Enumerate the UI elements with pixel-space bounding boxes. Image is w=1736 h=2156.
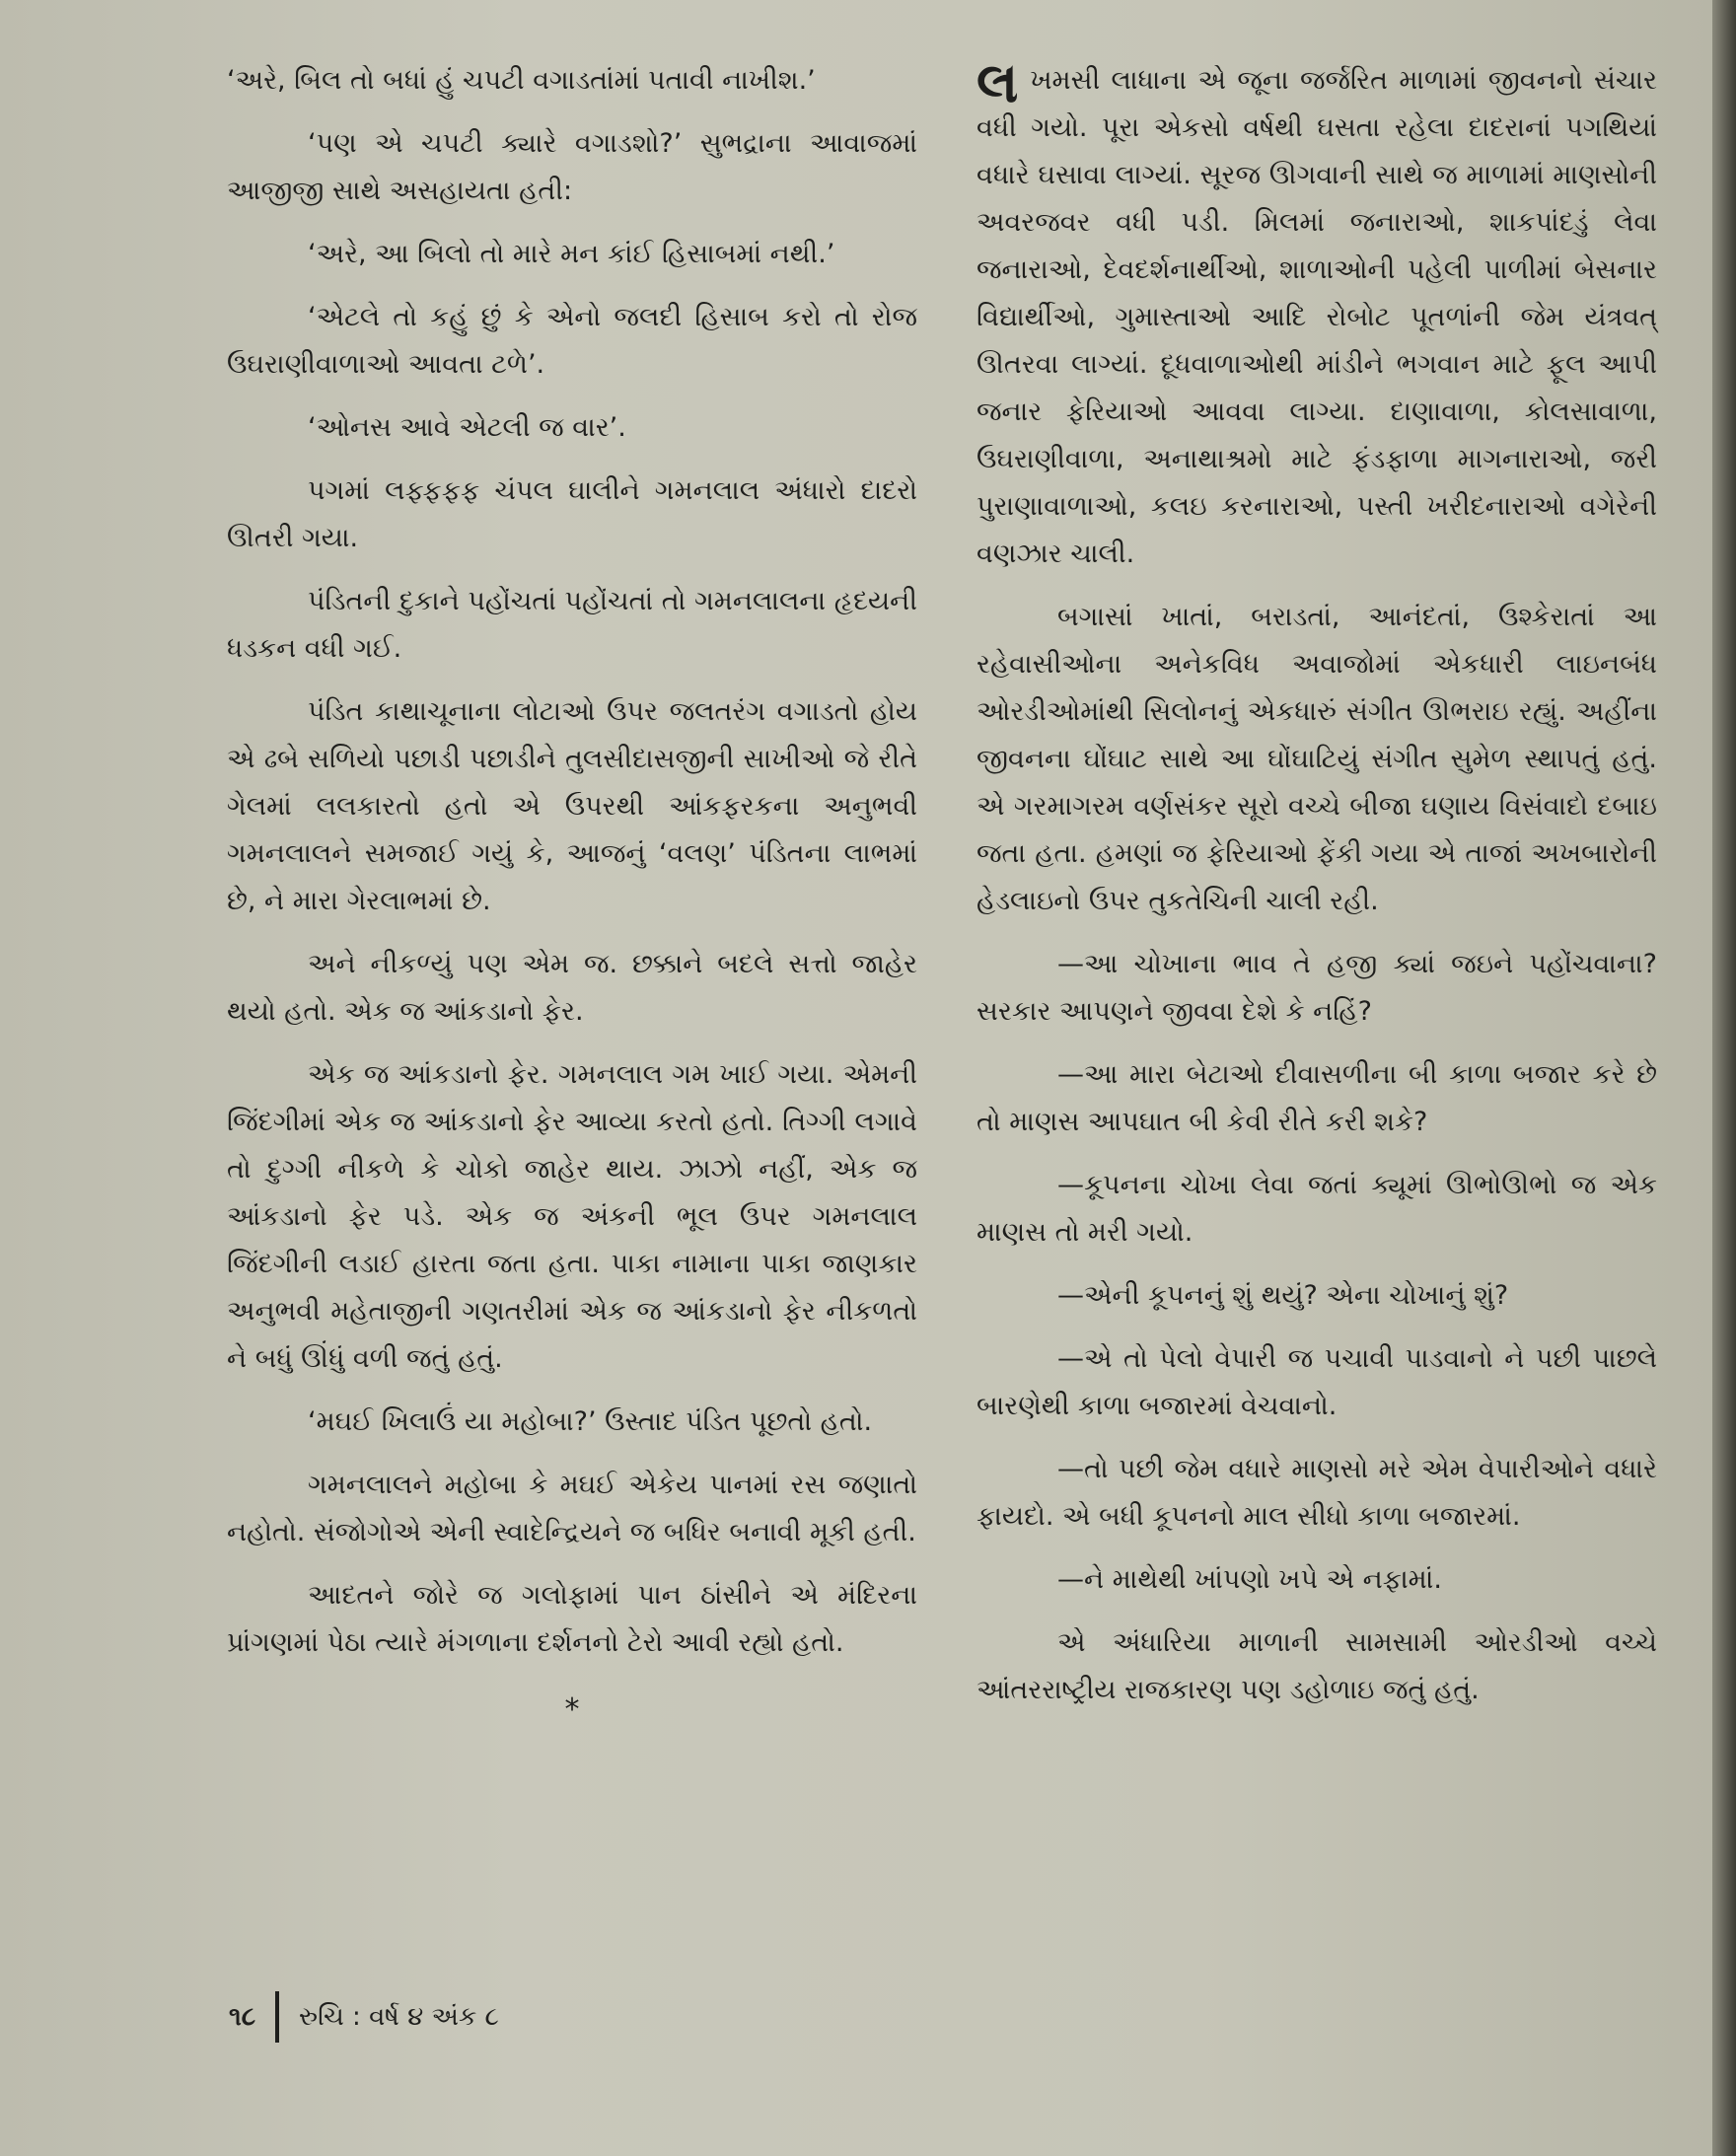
drop-cap: લ <box>976 50 1019 115</box>
paragraph: પંડિતની દુકાને પહોંચતાં પહોંચતાં તો ગમનલાલના હૃદયની ધડકન વધી ગઈ. <box>227 586 917 664</box>
section-end-mark: * <box>564 1692 580 1727</box>
footer-divider <box>275 1991 279 2043</box>
paragraph: ‘ઓનસ આવે એટલી જ વાર’. <box>308 412 626 443</box>
paragraph: ‘અરે, આ બિલો તો મારે મન કાંઈ હિસાબમાં નથી.’ <box>308 239 835 269</box>
paragraph: આદતને જોરે જ ગલોફામાં પાન ઠાંસીને એ મંદિરના પ્રાંગણમાં પેઠા ત્યારે મંગળાના દર્શનનો ટેરો આવી રહ્યો હતો. <box>227 1580 917 1658</box>
left-text-column <box>227 57 917 1734</box>
paragraph: એ અંધારિયા માળાની સામસામી ઓરડીઓ વચ્ચે આંતરરાષ્ટ્રીય રાજકારણ પણ ડહોળાઇ જતું હતું. <box>976 1627 1657 1705</box>
paragraph: પંડિત કાથાચૂનાના લોટાઓ ઉપર જલતરંગ વગાડતો હોય એ ઢબે સળિયો પછાડી પછાડીને તુલસીદાસજીની સાખીઓ જે રીતે ગેલમાં લલકારતો હતો એ ઉપરથી આંકફરકના અનુભવી ગમનલાલને સમજાઈ ગયું કે, આજનું ‘વલણ’ પંડિતના લાભમાં છે, ને મારા ગેરલાભમાં છે. <box>227 696 917 916</box>
paragraph: ‘એટલે તો કહું છું કે એનો જલદી હિસાબ કરો તો રોજ ઉઘરાણીવાળાઓ આવતા ટળે’. <box>227 302 917 380</box>
paragraph: એક જ આંકડાનો ફેર. ગમનલાલ ગમ ખાઈ ગયા. એમની જિંદગીમાં એક જ આંકડાનો ફેર આવ્યા કરતો હતો. તિગ્ગી લગાવે તો દુગ્ગી નીકળે કે ચોકો જાહેર થાય. ઝાઝો નહીં, એક જ આંકડાનો ફેર પડે. એક જ અંકની ભૂલ ઉપર ગમનલાલ જિંદગીની લડાઈ હારતા જતા હતા. પાકા નામાના પાકા જાણકાર અનુભવી મહેતાજીની ગણતરીમાં એક જ આંકડાનો ફેર નીકળતો ને બધું ઊંધું વળી જતું હતું. <box>227 1059 917 1374</box>
magazine-issue: રુચિ : વર્ષ ૪ અંક ૮ <box>299 2001 499 2032</box>
paragraph-text: ખમસી લાધાના એ જૂના જર્જરિત માળામાં જીવનનો સંચાર વધી ગયો. પૂરા એકસો વર્ષથી ઘસતા રહેલા દાદરાનાં પગથિયાં વધારે ઘસાવા લાગ્યાં. સૂરજ ઊગવાની સાથે જ માળામાં માણસોની અવરજવર વધી પડી. મિલમાં જનારાઓ, શાકપાંદડું લેવા જનારાઓ, દેવદર્શનાર્થીઓ, શાળાઓની પહેલી પાળીમાં બેસનાર વિદ્યાર્થીઓ, ગુમાસ્તાઓ આદિ રોબોટ પૂતળાંની જેમ યંત્રવત્ ઊતરવા લાગ્યાં. દૂધવાળાઓથી માંડીને ભગવાન માટે ફૂલ આપી જનાર ફેરિયાઓ આવવા લાગ્યા. દાણાવાળા, કોલસાવાળા, ઉઘરાણીવાળા, અનાથાશ્રમો માટે ફંડફાળા માગનારાઓ, જરી પુરાણાવાળાઓ, કલઇ કરનારાઓ, પસ્તી ખરીદનારાઓ વગેરેની વણઝાર ચાલી. <box>976 65 1657 569</box>
dialogue-line: —એ તો પેલો વેપારી જ પચાવી પાડવાનો ને પછી પાછલે બારણેથી કાળા બજારમાં વેચવાનો. <box>976 1343 1657 1421</box>
dialogue-line: —તો પછી જેમ વધારે માણસો મરે એમ વેપારીઓને વધારે ફાયદો. એ બધી કૂપનનો માલ સીધો કાળા બજારમાં. <box>976 1454 1657 1532</box>
page-number: ૧૮ <box>229 2001 256 2032</box>
dialogue-line: —એની કૂપનનું શું થયું? એના ચોખાનું શું? <box>1057 1280 1509 1311</box>
paragraph: અને નીકળ્યું પણ એમ જ. છક્કાને બદલે સત્તો જાહેર થયો હતો. એક જ આંકડાનો ફેર. <box>227 949 917 1027</box>
paragraph: ‘અરે, બિલ તો બધાં હું ચપટી વગાડતાંમાં પતાવી નાખીશ.’ <box>227 65 816 96</box>
dialogue-line: —આ મારા બેટાઓ દીવાસળીના બી કાળા બજાર કરે છે તો માણસ આપઘાત બી કેવી રીતે કરી શકે? <box>976 1059 1657 1137</box>
paragraph: પગમાં લફ્ફફફ ચંપલ ઘાલીને ગમનલાલ અંધારો દાદરો ઊતરી ગયા. <box>227 475 917 553</box>
page-footer <box>229 1992 499 2042</box>
dialogue-line: —ને માથેથી ખાંપણો ખપે એ નફામાં. <box>1057 1564 1442 1595</box>
book-spine-shadow <box>1712 0 1736 2156</box>
paragraph: ગમનલાલને મહોબા કે મઘઈ એકેય પાનમાં રસ જણાતો નહોતો. સંજોગોએ એની સ્વાદેન્દ્રિયને જ બધિર બનાવી મૂકી હતી. <box>227 1470 917 1547</box>
paragraph: બગાસાં ખાતાં, બરાડતાં, આનંદતાં, ઉશ્કેરાતાં આ રહેવાસીઓના અનેકવિધ અવાજોમાં એકધારી લાઇનબંધ ઓરડીઓમાંથી સિલોનનું એકધારું સંગીત ઊભરાઇ રહ્યું. અહીંના જીવનના ઘોંઘાટ સાથે આ ઘોંઘાટિયું સંગીત સુમેળ સ્થાપતું હતું. એ ગરમાગરમ વર્ણસંકર સૂરો વચ્ચે બીજા ઘણાય વિસંવાદો દબાઇ જતા હતા. હમણાં જ ફેરિયાઓ ફેંકી ગયા એ તાજાં અખબારોની હેડલાઇનો ઉપર તુકતેચિની ચાલી રહી. <box>976 602 1657 916</box>
right-text-column <box>976 50 1657 1730</box>
paragraph: ‘મઘઈ ખિલાઉં યા મહોબા?’ ઉસ્તાદ પંડિત પૂછતો હતો. <box>308 1406 873 1437</box>
paragraph: ‘પણ એ ચપટી ક્યારે વગાડશો?’ સુભદ્રાના આવાજમાં આજીજી સાથે અસહાયતા હતી: <box>227 128 917 206</box>
dialogue-line: —કૂપનના ચોખા લેવા જતાં ક્યૂમાં ઊભોઊભો જ એક માણસ તો મરી ગયો. <box>976 1170 1657 1248</box>
dialogue-line: —આ ચોખાના ભાવ તે હજી ક્યાં જઇને પહોંચવાના? સરકાર આપણને જીવવા દેશે કે નહિં? <box>976 949 1657 1027</box>
opening-paragraph <box>976 50 1657 578</box>
